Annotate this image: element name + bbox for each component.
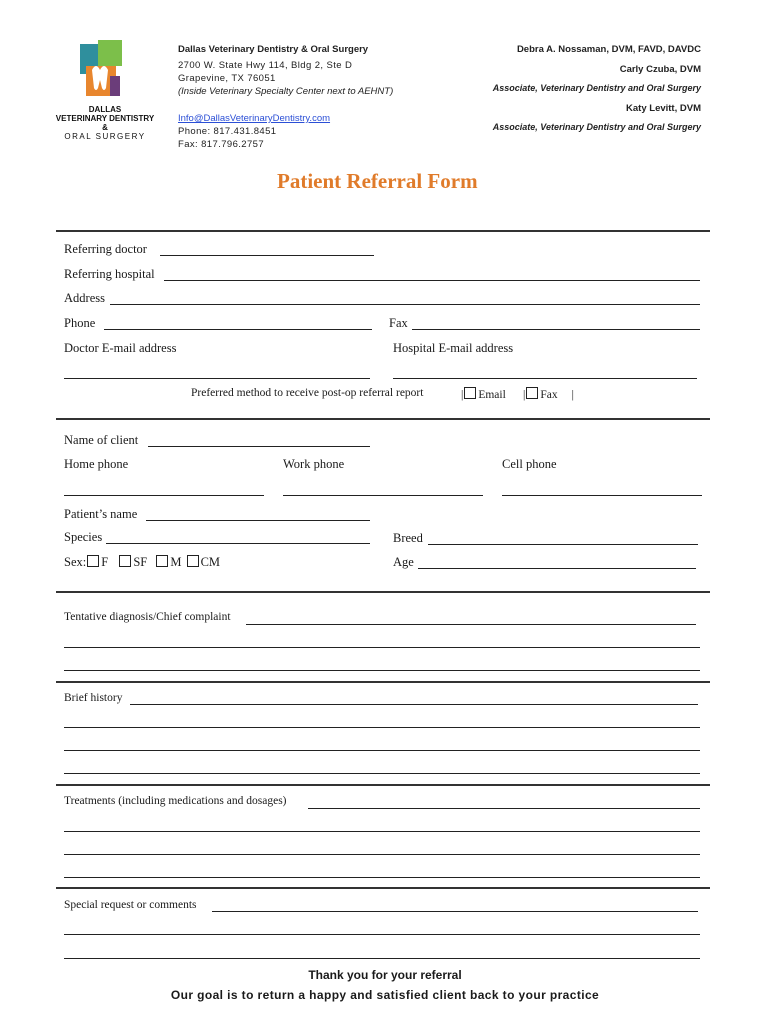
- logo-text-line4: ORAL SURGERY: [64, 132, 146, 141]
- clinic-email-link[interactable]: Info@DallasVeterinaryDentistry.com: [178, 113, 331, 124]
- clinic-address-note: (Inside Veterinary Specialty Center next to AEHNT): [178, 86, 394, 97]
- sex-row: [64, 555, 220, 570]
- sex-cm-label: CM: [200, 555, 221, 569]
- diagnosis-label: Tentative diagnosis/Chief complaint: [64, 611, 231, 623]
- history-line[interactable]: [64, 727, 700, 728]
- logo-text-line2: VETERINARY DENTISTRY: [55, 114, 155, 123]
- logo-text-line1: DALLAS: [88, 105, 122, 114]
- email-checkbox[interactable]: [464, 387, 476, 399]
- client-name-label: Name of client: [64, 433, 139, 447]
- sex-f-checkbox[interactable]: [87, 555, 99, 567]
- fax-checkbox[interactable]: [526, 387, 538, 399]
- referring-hospital-label: Referring hospital: [64, 267, 155, 281]
- special-request-line[interactable]: [64, 934, 700, 935]
- cell-phone-field[interactable]: [502, 495, 702, 496]
- history-line[interactable]: [64, 773, 700, 774]
- address-label: Address: [64, 291, 105, 305]
- phone-label: Phone: [64, 316, 96, 330]
- breed-label: Breed: [393, 531, 423, 545]
- doctor-name: Debra A. Nossaman, DVM, FAVD, DAVDC: [516, 44, 701, 55]
- form-title: Patient Referral Form: [277, 169, 478, 193]
- sex-m-checkbox[interactable]: [156, 555, 168, 567]
- clinic-logo: [52, 40, 158, 140]
- diagnosis-line[interactable]: [64, 647, 700, 648]
- footer-goal: Our goal is to return a happy and satisfied client back to your practice: [170, 988, 600, 1002]
- clinic-address-line2: Grapevine, TX 76051: [178, 73, 276, 84]
- age-field[interactable]: [418, 568, 696, 569]
- doctor-name: Katy Levitt, DVM: [626, 103, 701, 114]
- preferred-email-option[interactable]: | Email: [461, 389, 506, 401]
- special-request-label: Special request or comments: [64, 899, 197, 911]
- treatments-line[interactable]: [64, 831, 700, 832]
- fax-field[interactable]: [412, 329, 700, 330]
- hospital-email-field[interactable]: [393, 378, 697, 379]
- preferred-fax-option[interactable]: | Fax |: [523, 389, 574, 401]
- hospital-email-label: Hospital E-mail address: [393, 341, 514, 355]
- treatments-field[interactable]: [308, 808, 700, 809]
- section-divider: [56, 591, 710, 593]
- sex-cm-checkbox[interactable]: [187, 555, 199, 567]
- sex-f-label: F: [101, 555, 109, 569]
- age-label: Age: [393, 555, 414, 569]
- doctor-title: Associate, Veterinary Dentistry and Oral Surgery: [492, 83, 701, 93]
- sex-label: Sex:: [64, 555, 87, 569]
- cell-phone-label: Cell phone: [502, 457, 557, 471]
- special-request-field[interactable]: [212, 911, 698, 912]
- patient-name-field[interactable]: [146, 520, 370, 521]
- section-divider: [56, 784, 710, 786]
- logo-mark-icon: [52, 40, 158, 102]
- clinic-phone: Phone: 817.431.8451: [178, 126, 277, 137]
- section-divider: [56, 887, 710, 889]
- species-label: Species: [64, 530, 103, 544]
- referring-hospital-field[interactable]: [164, 280, 700, 281]
- clinic-info: [178, 43, 438, 151]
- referring-doctor-label: Referring doctor: [64, 242, 147, 256]
- history-line[interactable]: [64, 750, 700, 751]
- fax-label: Fax: [389, 316, 408, 330]
- email-option-label: Email: [478, 389, 506, 401]
- patient-name-label: Patient’s name: [64, 507, 138, 521]
- history-field[interactable]: [130, 704, 698, 705]
- doctor-title: Associate, Veterinary Dentistry and Oral Surgery: [492, 122, 701, 132]
- logo-text-line3: &: [102, 123, 108, 132]
- preferred-method-row: [191, 387, 423, 399]
- address-field[interactable]: [110, 304, 700, 305]
- fax-option-label: Fax: [540, 389, 558, 401]
- client-name-field[interactable]: [148, 446, 370, 447]
- doctor-email-label: Doctor E-mail address: [64, 341, 177, 355]
- species-field[interactable]: [106, 543, 370, 544]
- section-divider: [56, 230, 710, 232]
- doctor-name: Carly Czuba, DVM: [619, 64, 701, 75]
- treatments-line[interactable]: [64, 877, 700, 878]
- home-phone-field[interactable]: [64, 495, 264, 496]
- sex-sf-label: SF: [133, 555, 148, 569]
- clinic-name: Dallas Veterinary Dentistry & Oral Surgery: [178, 44, 369, 55]
- breed-field[interactable]: [428, 544, 698, 545]
- diagnosis-field[interactable]: [246, 624, 696, 625]
- section-divider: [56, 681, 710, 683]
- preferred-method-label: Preferred method to receive post-op referral report: [191, 387, 424, 399]
- doctor-email-field[interactable]: [64, 378, 370, 379]
- clinic-address-line1: 2700 W. State Hwy 114, Bldg 2, Ste D: [178, 60, 353, 71]
- treatments-label: Treatments (including medications and dosages): [64, 795, 287, 807]
- home-phone-label: Home phone: [64, 457, 129, 471]
- phone-field[interactable]: [104, 329, 372, 330]
- work-phone-label: Work phone: [283, 457, 345, 471]
- history-label: Brief history: [64, 692, 123, 704]
- footer-thanks: Thank you for your referral: [308, 968, 462, 982]
- diagnosis-line[interactable]: [64, 670, 700, 671]
- referring-doctor-field[interactable]: [160, 255, 374, 256]
- sex-sf-checkbox[interactable]: [119, 555, 131, 567]
- special-request-line[interactable]: [64, 958, 700, 959]
- work-phone-field[interactable]: [283, 495, 483, 496]
- section-divider: [56, 418, 710, 420]
- doctor-list: [470, 43, 701, 134]
- clinic-fax: Fax: 817.796.2757: [178, 139, 265, 150]
- treatments-line[interactable]: [64, 854, 700, 855]
- sex-m-label: M: [170, 555, 182, 569]
